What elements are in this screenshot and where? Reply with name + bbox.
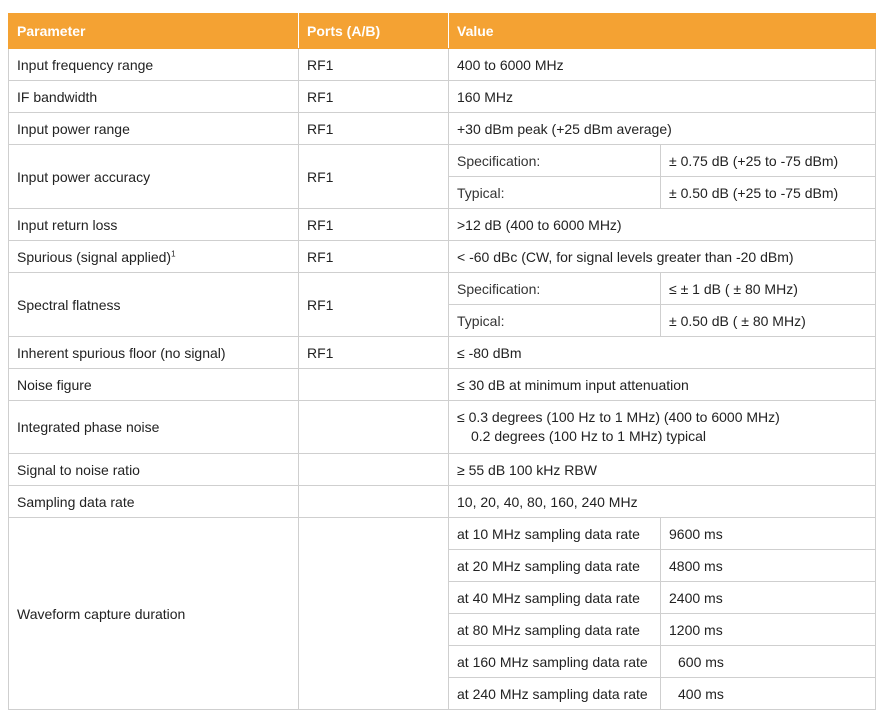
value-cell: ≤ -80 dBm bbox=[449, 337, 876, 369]
table-row bbox=[9, 486, 876, 518]
port-cell: RF1 bbox=[299, 209, 449, 241]
rate-label-cell: at 240 MHz sampling data rate bbox=[449, 678, 661, 710]
typ-value-cell: ± 0.50 dB (+25 to -75 dBm) bbox=[661, 177, 876, 209]
value-line: 0.2 degrees (100 Hz to 1 MHz) typical bbox=[471, 428, 706, 444]
duration-cell: 4800 ms bbox=[661, 550, 876, 582]
param-cell: Integrated phase noise bbox=[9, 401, 299, 454]
table-row bbox=[9, 337, 876, 369]
header-ports: Ports (A/B) bbox=[299, 14, 449, 49]
port-cell bbox=[299, 518, 449, 710]
param-cell bbox=[9, 241, 299, 273]
table-row bbox=[9, 454, 876, 486]
spec-table bbox=[8, 13, 876, 710]
spec-value-cell: ≤ ± 1 dB ( ± 80 MHz) bbox=[661, 273, 876, 305]
table-row bbox=[9, 209, 876, 241]
param-cell: Input frequency range bbox=[9, 49, 299, 81]
value-line: ≤ 0.3 degrees (100 Hz to 1 MHz) (400 to 6000 MHz) bbox=[457, 409, 780, 425]
param-cell: Input power range bbox=[9, 113, 299, 145]
param-cell: Waveform capture duration bbox=[9, 518, 299, 710]
rate-label-cell: at 10 MHz sampling data rate bbox=[449, 518, 661, 550]
param-text: Spurious (signal applied) bbox=[17, 248, 172, 265]
value-cell: 160 MHz bbox=[449, 81, 876, 113]
table-row bbox=[9, 49, 876, 81]
spec-value-cell: ± 0.75 dB (+25 to -75 dBm) bbox=[661, 145, 876, 177]
port-cell: RF1 bbox=[299, 81, 449, 113]
value-cell: >12 dB (400 to 6000 MHz) bbox=[449, 209, 876, 241]
value-cell: < -60 dBc (CW, for signal levels greater than -20 dBm) bbox=[449, 241, 876, 273]
typ-label-cell: Typical: bbox=[449, 305, 661, 337]
value-cell: ≥ 55 dB 100 kHz RBW bbox=[449, 454, 876, 486]
header-parameter: Parameter bbox=[9, 14, 299, 49]
param-cell: Inherent spurious floor (no signal) bbox=[9, 337, 299, 369]
spec-label-cell: Specification: bbox=[449, 145, 661, 177]
typ-value-cell: ± 0.50 dB ( ± 80 MHz) bbox=[661, 305, 876, 337]
value-cell: 10, 20, 40, 80, 160, 240 MHz bbox=[449, 486, 876, 518]
value-cell: +30 dBm peak (+25 dBm average) bbox=[449, 113, 876, 145]
port-cell: RF1 bbox=[299, 113, 449, 145]
footnote-marker: 1 bbox=[171, 248, 176, 258]
table-row bbox=[9, 273, 876, 305]
table-row bbox=[9, 113, 876, 145]
rate-label-cell: at 40 MHz sampling data rate bbox=[449, 582, 661, 614]
param-cell: Noise figure bbox=[9, 369, 299, 401]
port-cell bbox=[299, 401, 449, 454]
port-cell: RF1 bbox=[299, 49, 449, 81]
table-row bbox=[9, 81, 876, 113]
value-cell: ≤ 30 dB at minimum input attenuation bbox=[449, 369, 876, 401]
param-cell: IF bandwidth bbox=[9, 81, 299, 113]
duration-cell: 9600 ms bbox=[661, 518, 876, 550]
duration-cell: 400 ms bbox=[661, 678, 876, 710]
duration-cell: 600 ms bbox=[661, 646, 876, 678]
param-cell: Signal to noise ratio bbox=[9, 454, 299, 486]
header-value: Value bbox=[449, 14, 876, 49]
table-row bbox=[9, 518, 876, 550]
port-cell bbox=[299, 369, 449, 401]
duration-cell: 2400 ms bbox=[661, 582, 876, 614]
rate-label-cell: at 80 MHz sampling data rate bbox=[449, 614, 661, 646]
param-cell: Spectral flatness bbox=[9, 273, 299, 337]
port-cell bbox=[299, 486, 449, 518]
table-row bbox=[9, 145, 876, 177]
table-row bbox=[9, 369, 876, 401]
port-cell: RF1 bbox=[299, 337, 449, 369]
table-row bbox=[9, 241, 876, 273]
param-cell: Input power accuracy bbox=[9, 145, 299, 209]
port-cell: RF1 bbox=[299, 241, 449, 273]
rate-label-cell: at 20 MHz sampling data rate bbox=[449, 550, 661, 582]
table-row bbox=[9, 401, 876, 454]
port-cell bbox=[299, 454, 449, 486]
port-cell: RF1 bbox=[299, 273, 449, 337]
header-row bbox=[9, 14, 876, 49]
spec-label-cell: Specification: bbox=[449, 273, 661, 305]
duration-cell: 1200 ms bbox=[661, 614, 876, 646]
value-cell: 400 to 6000 MHz bbox=[449, 49, 876, 81]
value-cell bbox=[449, 401, 876, 454]
typ-label-cell: Typical: bbox=[449, 177, 661, 209]
port-cell: RF1 bbox=[299, 145, 449, 209]
rate-label-cell: at 160 MHz sampling data rate bbox=[449, 646, 661, 678]
param-cell: Sampling data rate bbox=[9, 486, 299, 518]
param-cell: Input return loss bbox=[9, 209, 299, 241]
